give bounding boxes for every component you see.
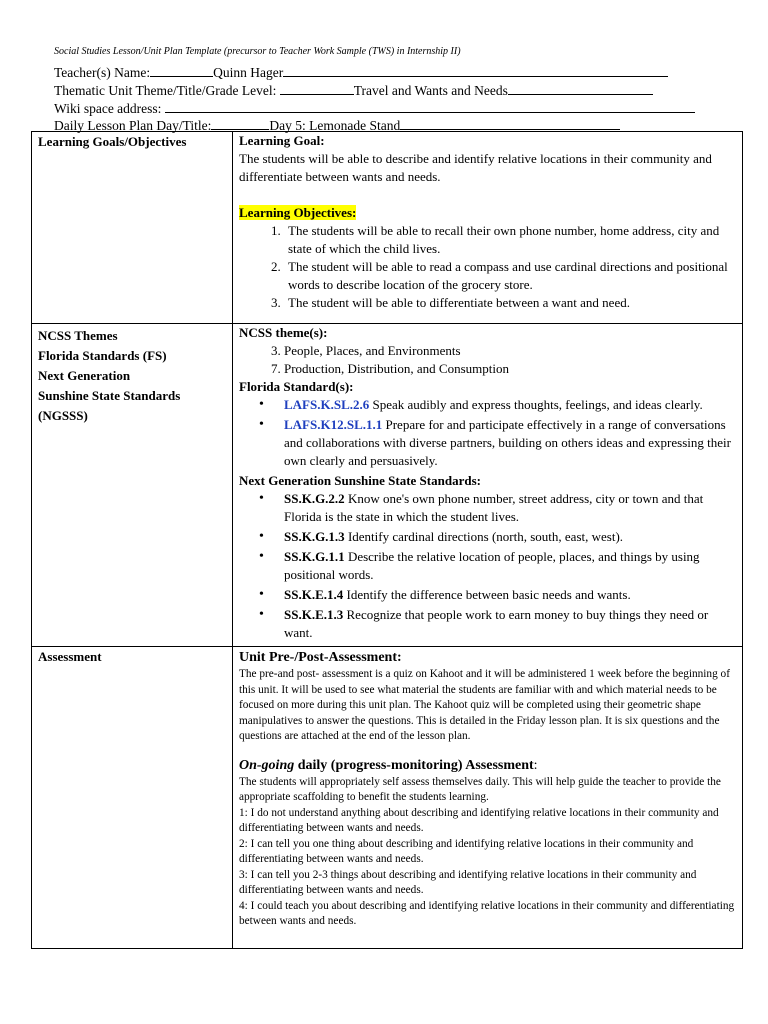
ncss-item: 7. Production, Distribution, and Consumption xyxy=(271,361,509,376)
assessment-label: Assessment xyxy=(32,647,233,949)
teacher-name-value: Quinn Hager xyxy=(213,65,284,80)
blank-line xyxy=(211,115,269,130)
ongoing-heading-italic: On-going xyxy=(239,757,295,773)
goals-row xyxy=(32,132,743,324)
wiki-address-label: Wiki space address: xyxy=(54,101,162,116)
standard-text: Identify the difference between basic needs and wants. xyxy=(343,587,631,602)
scale-item: 4: I could teach you about describing and identifying relative locations in their community and differentiating between wants and needs. xyxy=(239,899,735,927)
standard-text: Recognize that people work to earn money to buy things they need or want. xyxy=(284,607,709,640)
learning-goal-heading: Learning Goal: xyxy=(239,133,325,148)
standard-code: SS.K.G.1.1 xyxy=(284,549,345,564)
standards-label-line: Florida Standards (FS) xyxy=(38,348,167,363)
blank-line xyxy=(150,62,213,77)
standard-code: LAFS.K12.SL.1.1 xyxy=(284,417,383,432)
ngsss-item xyxy=(284,490,736,526)
blank-line xyxy=(280,80,354,95)
lesson-plan-table xyxy=(31,131,743,949)
standards-row xyxy=(32,324,743,647)
standards-label-line: (NGSSS) xyxy=(38,408,88,423)
learning-goal-text: The students will be able to describe and identify relative locations in their community and differentiate between wants and needs. xyxy=(239,151,712,184)
learning-objectives-heading: Learning Objectives: xyxy=(239,205,357,220)
objective-item: 3. The student will be able to differentiate between a want and need. xyxy=(284,294,736,312)
ncss-item: 3. People, Places, and Environments xyxy=(271,343,461,358)
standards-label-line: Sunshine State Standards xyxy=(38,388,181,403)
florida-standards-list xyxy=(239,396,736,470)
pre-post-text: The pre-and post- assessment is a quiz on Kahoot and it will be administered 1 week before the beginning of this unit. It will be used to see what material the students are familiar with and which material needs to be focused on more during this unit plan. The Kahoot quiz will be completed using their geometric shape manipulatives to answer the questions. This is detailed in the Friday lesson plan. It is six questions and the questions are attached at the end of the lesson plan. xyxy=(239,668,730,742)
scale-item: 2: I can tell you one thing about describing and identifying relative locations in their community and differentiating between wants and needs. xyxy=(239,837,694,865)
standard-text: Know one's own phone number, street address, city or town and that Florida is the state in which the student lives. xyxy=(284,491,704,524)
florida-standards-heading: Florida Standard(s): xyxy=(239,379,354,394)
standards-label-line: Next Generation xyxy=(38,368,131,383)
unit-theme-label: Thematic Unit Theme/Title/Grade Level: xyxy=(54,83,277,98)
standard-code: SS.K.E.1.3 xyxy=(284,607,344,622)
scale-item: 3: I can tell you 2-3 things about describing and identifying relative locations in their community and differentiating between wants and needs. xyxy=(239,868,697,896)
daily-lesson-value: Day 5: Lemonade Stand xyxy=(269,118,401,133)
scale-item: 1: I do not understand anything about describing and identifying relative locations in their community and differentiating between wants and needs. xyxy=(239,806,719,834)
objectives-list xyxy=(239,222,736,312)
florida-standard-item xyxy=(284,396,736,414)
standard-text: Speak audibly and express thoughts, feelings, and ideas clearly. xyxy=(369,397,703,412)
standard-text: Identify cardinal directions (north, south, east, west). xyxy=(344,529,624,544)
ngsss-item xyxy=(284,528,736,546)
assessment-row xyxy=(32,647,743,949)
standard-text: Prepare for and participate effectively in a range of conversations and collaborations with diverse partners, building on others ideas and expressing their own clearly and persuasively. xyxy=(284,417,731,468)
objective-item: 2. The student will be able to read a compass and use cardinal directions and positional words to describe location of the grocery store. xyxy=(284,258,736,294)
goals-content xyxy=(233,132,743,324)
blank-line xyxy=(400,115,620,130)
standards-label-line: NCSS Themes xyxy=(38,328,118,343)
standard-text: Describe the relative location of people, places, and things by using positional words. xyxy=(284,549,700,582)
teacher-name-line xyxy=(54,62,668,81)
ongoing-text: The students will appropriately self assess themselves daily. This will help guide the teacher to provide the appropriate scaffolding to benefit the students learning. xyxy=(239,775,721,803)
objective-item: 1. The students will be able to recall their own phone number, home address, city and state of which the child lives. xyxy=(284,222,736,258)
ngsss-list xyxy=(239,490,736,642)
template-title: Social Studies Lesson/Unit Plan Template (precursor to Teacher Work Sample (TWS) in Internship II) xyxy=(54,46,461,57)
standards-content xyxy=(233,324,743,647)
standards-label xyxy=(32,324,233,647)
goals-label: Learning Goals/Objectives xyxy=(32,132,233,324)
ongoing-heading-colon: : xyxy=(533,757,538,773)
ngsss-item xyxy=(284,606,736,642)
teacher-name-label: Teacher(s) Name: xyxy=(54,65,151,80)
ngsss-item xyxy=(284,548,736,584)
pre-post-heading: Unit Pre-/Post-Assessment: xyxy=(239,650,402,665)
florida-standard-item xyxy=(284,416,736,470)
standard-code: LAFS.K.SL.2.6 xyxy=(284,397,370,412)
assessment-content xyxy=(233,647,743,949)
standard-code: SS.K.E.1.4 xyxy=(284,587,344,602)
blank-line xyxy=(165,98,695,113)
blank-line xyxy=(283,62,668,77)
daily-lesson-label: Daily Lesson Plan Day/Title: xyxy=(54,118,212,133)
ongoing-heading-rest: daily (progress-monitoring) Assessment xyxy=(294,757,534,773)
ngsss-item xyxy=(284,586,736,604)
unit-theme-line xyxy=(54,80,653,99)
ngsss-heading: Next Generation Sunshine State Standards: xyxy=(239,473,481,488)
ncss-heading: NCSS theme(s): xyxy=(239,325,328,340)
blank-line xyxy=(508,80,653,95)
standard-code: SS.K.G.1.3 xyxy=(284,529,345,544)
standard-code: SS.K.G.2.2 xyxy=(284,491,345,506)
ongoing-heading xyxy=(239,757,736,775)
unit-theme-value: Travel and Wants and Needs xyxy=(353,83,508,98)
